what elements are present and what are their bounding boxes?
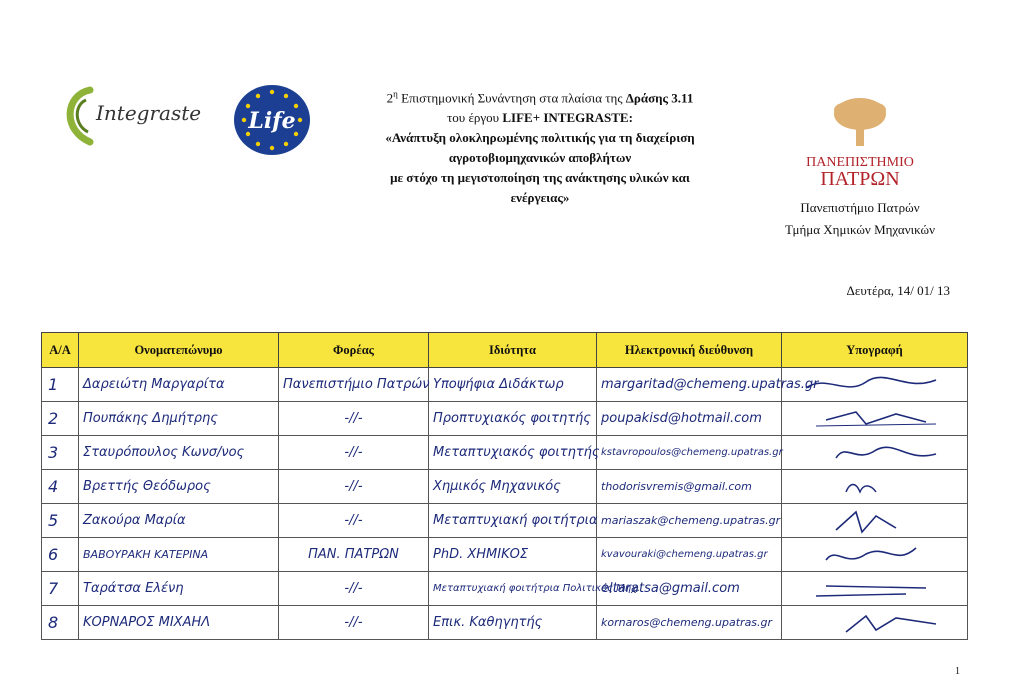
svg-text:Integraste: Integraste [96,101,202,125]
table-row: 2 Πουπάκης Δημήτρης -//- Προπτυχιακός φοιτητής poupakisd@hotmail.com [42,402,968,436]
attendee-role: Μεταπτυχιακή φοιτήτρια [429,504,597,538]
university-name: Πανεπιστήμιο Πατρών [800,200,920,215]
attendee-org: -//- [279,436,429,470]
table-row: 8 ΚΟΡΝΑΡΟΣ ΜΙΧΑΗΛ -//- Επικ. Καθηγητής kornaros@chemeng.upatras.gr [42,606,968,640]
table-row: 3 Σταυρόπουλος Κωνσ/νος -//- Μεταπτυχιακός φοιτητής kstavropoulos@chemeng.upatras.gr [42,436,968,470]
table-row: 1 Δαρειώτη Μαργαρίτα Πανεπιστήμιο Πατρών Υποψήφια Διδάκτωρ margaritad@chemeng.upatras.gr [42,368,968,402]
life-logo [232,84,312,156]
header-role: Ιδιότητα [429,333,597,368]
attendee-role: Μεταπτυχιακή φοιτήτρια Πολιτικός Μηχ. [429,572,597,606]
meeting-date: Δευτέρα, 14/ 01/ 13 [846,283,950,298]
attendee-name: Ζακούρα Μαρία [79,504,279,538]
attendance-table [41,332,968,640]
attendee-org: Πανεπιστήμιο Πατρών [279,368,429,402]
attendee-role: PhD. ΧΗΜΙΚΟΣ [429,538,597,572]
university-logo [760,92,960,192]
svg-text:Life: Life [248,108,296,134]
signature [782,504,968,538]
attendee-email: poupakisd@hotmail.com [597,402,782,436]
attendee-name: Δαρειώτη Μαργαρίτα [79,368,279,402]
department-name: Τμήμα Χημικών Μηχανικών [785,222,935,237]
attendee-name: Βρεττής Θεόδωρος [79,470,279,504]
signature [782,436,968,470]
table-row: 4 Βρεττής Θεόδωρος -//- Χημικός Μηχανικός thodorisvremis@gmail.com [42,470,968,504]
attendee-role: Υποψήφια Διδάκτωρ [429,368,597,402]
integraste-logo [60,80,200,150]
attendee-org: -//- [279,606,429,640]
attendee-name: ΒΑΒΟΥΡΑΚΗ ΚΑΤΕΡΙΝΑ [79,538,279,572]
table-header-row [42,333,968,368]
attendee-org: -//- [279,572,429,606]
signature [782,402,968,436]
attendee-name: Πουπάκης Δημήτρης [79,402,279,436]
signature [782,572,968,606]
attendee-org: ΠΑΝ. ΠΑΤΡΩΝ [279,538,429,572]
signature [782,606,968,640]
header-organization: Φορέας [279,333,429,368]
attendee-email: kvavouraki@chemeng.upatras.gr [597,538,782,572]
attendee-role: Μεταπτυχιακός φοιτητής [429,436,597,470]
attendee-name: ΚΟΡΝΑΡΟΣ ΜΙΧΑΗΛ [79,606,279,640]
attendee-name: Σταυρόπουλος Κωνσ/νος [79,436,279,470]
attendee-email: margaritad@chemeng.upatras.gr [597,368,782,402]
attendee-email: thodorisvremis@gmail.com [597,470,782,504]
table-row: 5 Ζακούρα Μαρία -//- Μεταπτυχιακή φοιτήτρια mariaszak@chemeng.upatras.gr [42,504,968,538]
page-number: 1 [955,666,960,677]
header-signature: Υπογραφή [782,333,968,368]
ordinal: 2 [386,90,394,106]
svg-text:ΠΑΤΡΩΝ: ΠΑΤΡΩΝ [820,168,900,190]
attendee-email: eltaratsa@gmail.com [597,572,782,606]
attendee-role: Προπτυχιακός φοιτητής [429,402,597,436]
attendee-org: -//- [279,402,429,436]
university-block [760,92,960,241]
meeting-title: $2^\eta$ Επιστημονική Συνάντηση στα πλαίσια της Δράσης 3.11 του έργου LIFE+ INTEGRASTE: «Ανάπτυξη ολοκληρωμένης πολιτικής για τη διαχείριση αγροτοβιομηχανικών αποβλήτων με στόχο τη μεγιστοποίηση της ανάκτησης υλικών και ενέργειας» [385,89,695,206]
attendee-email: kstavropoulos@chemeng.upatras.gr [597,436,782,470]
table-row: 6 ΒΑΒΟΥΡΑΚΗ ΚΑΤΕΡΙΝΑ ΠΑΝ. ΠΑΤΡΩΝ PhD. ΧΗΜΙΚΟΣ kvavouraki@chemeng.upatras.gr [42,538,968,572]
header-index: Α/Α [42,333,79,368]
attendee-email: mariaszak@chemeng.upatras.gr [597,504,782,538]
header-email: Ηλεκτρονική διεύθυνση [597,333,782,368]
attendee-role: Επικ. Καθηγητής [429,606,597,640]
signature [782,538,968,572]
attendee-email: kornaros@chemeng.upatras.gr [597,606,782,640]
header-name: Ονοματεπώνυμο [79,333,279,368]
attendee-name: Ταράτσα Ελένη [79,572,279,606]
svg-text:ΠΑΝΕΠΙΣΤΗΜΙΟ: ΠΑΝΕΠΙΣΤΗΜΙΟ [806,155,914,170]
attendee-org: -//- [279,470,429,504]
signature [782,470,968,504]
attendee-role: Χημικός Μηχανικός [429,470,597,504]
table-row: 7 Ταράτσα Ελένη -//- Μεταπτυχιακή φοιτήτρια Πολιτικός Μηχ. eltaratsa@gmail.com [42,572,968,606]
attendee-org: -//- [279,504,429,538]
